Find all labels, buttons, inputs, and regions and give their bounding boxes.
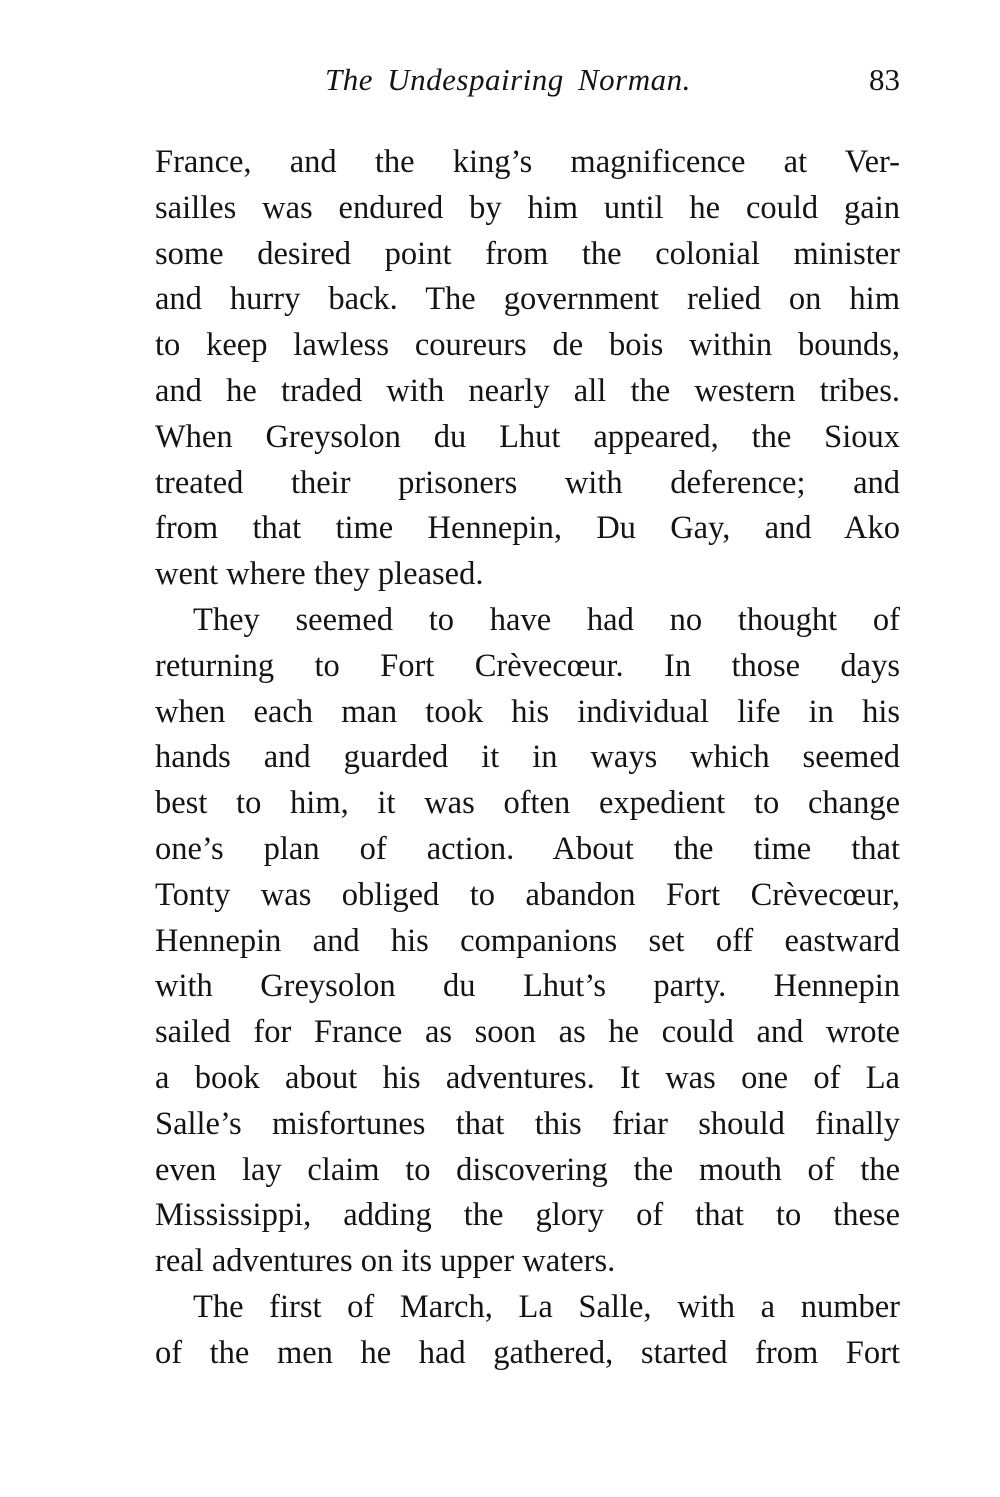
text-line: went where they pleased. <box>155 556 484 593</box>
text-line: of the men he had gathered, started from Fort <box>155 1334 900 1371</box>
text-line: Salle’s misfortunes that this friar should finally <box>155 1105 900 1142</box>
text-line: sailed for France as soon as he could and wrote <box>155 1014 900 1051</box>
text-line: hands and guarded it in ways which seemed <box>155 739 900 776</box>
text-line: real adventures on its upper waters. <box>155 1243 616 1280</box>
text-line: best to him, it was often expedient to change <box>155 785 900 822</box>
page-header <box>155 62 900 106</box>
page-number: 83 <box>869 62 900 97</box>
text-line: When Greysolon du Lhut appeared, the Sioux <box>155 418 900 455</box>
text-line: The first of March, La Salle, with a number <box>193 1288 900 1325</box>
running-title: The Undespairing Norman. <box>325 62 691 97</box>
text-line: and he traded with nearly all the western tribes. <box>155 372 900 409</box>
text-line: some desired point from the colonial minister <box>155 235 900 272</box>
text-line: They seemed to have had no thought of <box>193 601 900 638</box>
text-line: sailles was endured by him until he could gain <box>155 189 900 226</box>
text-line: returning to Fort Crèvecœur. In those days <box>155 647 900 684</box>
text-line: when each man took his individual life in his <box>155 693 900 730</box>
text-line: a book about his adventures. It was one of La <box>155 1059 900 1096</box>
text-line: to keep lawless coureurs de bois within bounds, <box>155 327 900 364</box>
text-line: Hennepin and his companions set off eastward <box>155 922 900 959</box>
text-line: even lay claim to discovering the mouth of the <box>155 1151 900 1188</box>
text-line: France, and the king’s magnificence at Ver- <box>155 144 900 180</box>
body-text <box>155 140 900 1377</box>
text-line: treated their prisoners with deference; and <box>155 464 900 501</box>
text-line: and hurry back. The government relied on him <box>155 281 900 318</box>
text-line: one’s plan of action. About the time that <box>155 830 900 867</box>
text-line: from that time Hennepin, Du Gay, and Ako <box>155 510 900 547</box>
text-line: with Greysolon du Lhut’s party. Hennepin <box>155 968 900 1005</box>
text-line: Tonty was obliged to abandon Fort Crèvecœur, <box>155 876 900 913</box>
text-line: Mississippi, adding the glory of that to these <box>155 1197 900 1234</box>
